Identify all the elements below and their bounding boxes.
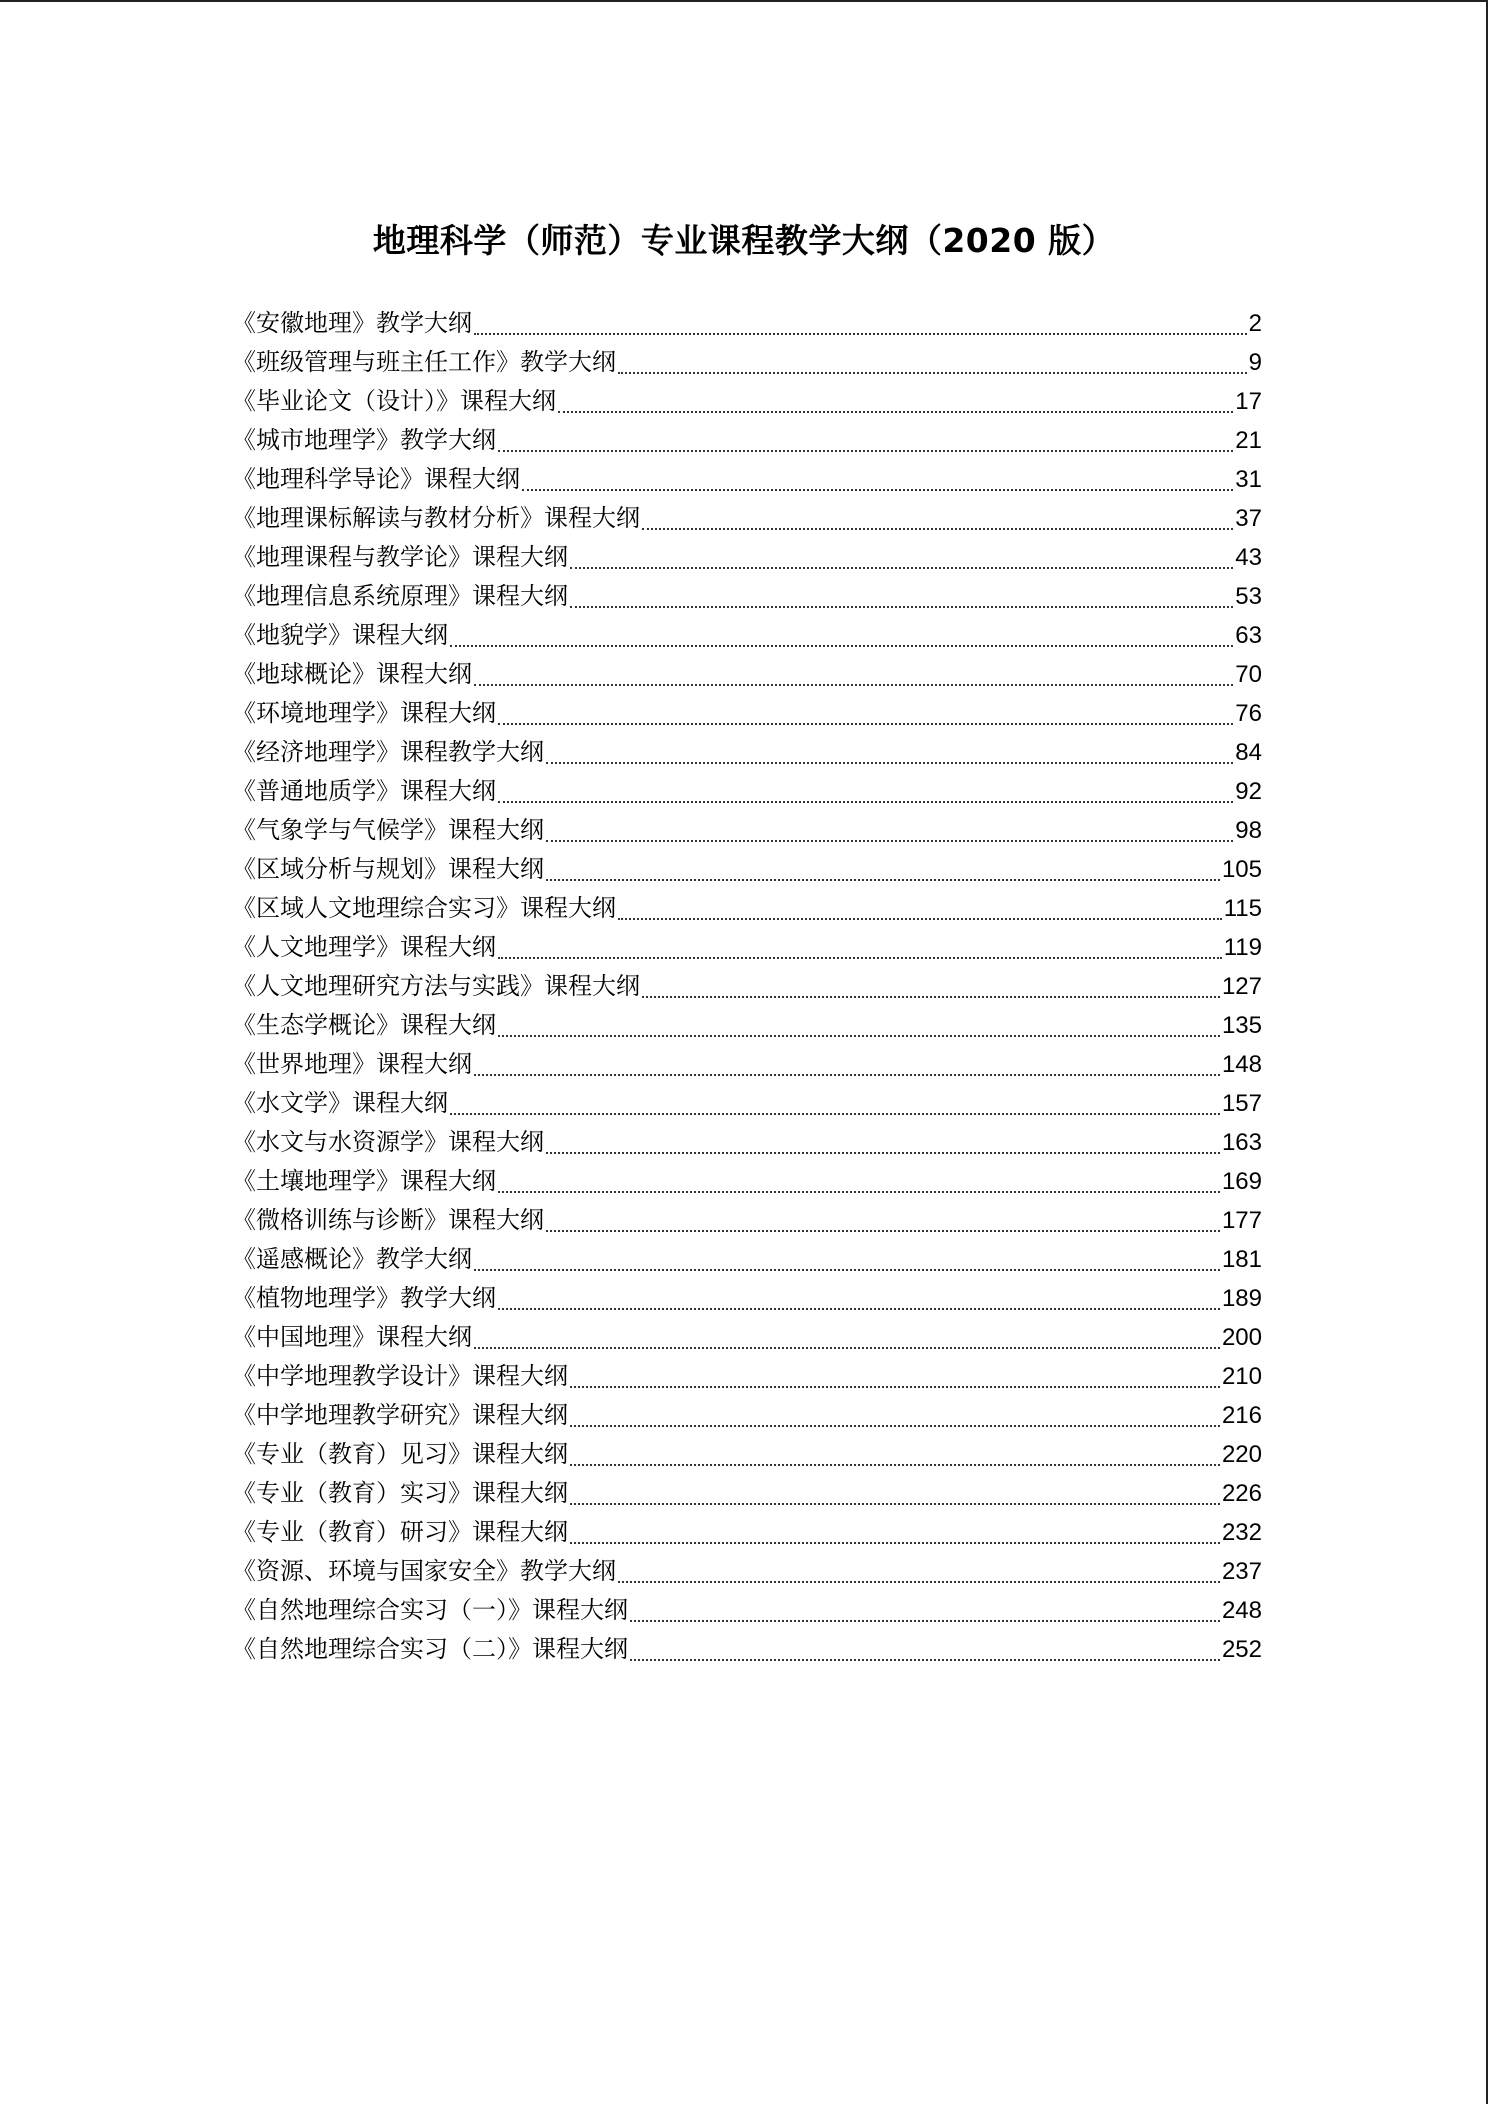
toc-dot-leader — [498, 449, 1233, 452]
toc-entry[interactable] — [232, 655, 1262, 694]
toc-page-number: 200 — [1221, 1324, 1262, 1351]
toc-entry[interactable] — [232, 616, 1262, 655]
toc-entry-title: 《自然地理综合实习（一）》课程大纲 — [232, 1596, 628, 1624]
toc-page-number: 21 — [1235, 427, 1262, 454]
toc-entry-title: 《区域分析与规划》课程大纲 — [232, 855, 544, 883]
toc-entry[interactable] — [232, 694, 1262, 733]
toc-dot-leader — [642, 995, 1220, 998]
toc-entry[interactable] — [232, 304, 1262, 343]
toc-entry-title: 《地理课程与教学论》课程大纲 — [232, 543, 568, 571]
toc-dot-leader — [546, 761, 1233, 764]
toc-entry[interactable] — [232, 1318, 1262, 1357]
toc-entry-title: 《专业（教育）实习》课程大纲 — [232, 1479, 568, 1507]
table-of-contents — [232, 304, 1262, 1669]
toc-entry-title: 《世界地理》课程大纲 — [232, 1050, 472, 1078]
toc-entry-title: 《班级管理与班主任工作》教学大纲 — [232, 348, 616, 376]
toc-page-number: 220 — [1221, 1441, 1262, 1468]
toc-entry[interactable] — [232, 1201, 1262, 1240]
toc-entry-title: 《环境地理学》课程大纲 — [232, 699, 496, 727]
toc-dot-leader — [498, 1034, 1220, 1037]
toc-page-number: 232 — [1221, 1519, 1262, 1546]
toc-entry[interactable] — [232, 1162, 1262, 1201]
toc-entry[interactable] — [232, 460, 1262, 499]
toc-dot-leader — [546, 839, 1233, 842]
toc-entry-title: 《植物地理学》教学大纲 — [232, 1284, 496, 1312]
toc-dot-leader — [450, 644, 1233, 647]
toc-entry[interactable] — [232, 1279, 1262, 1318]
toc-entry-title: 《生态学概论》课程大纲 — [232, 1011, 496, 1039]
toc-entry[interactable] — [232, 1240, 1262, 1279]
toc-dot-leader — [450, 1112, 1220, 1115]
toc-page-number: 37 — [1235, 505, 1262, 532]
toc-page-number: 9 — [1248, 349, 1262, 376]
toc-dot-leader — [558, 410, 1233, 413]
toc-page-number: 31 — [1235, 466, 1262, 493]
toc-entry[interactable] — [232, 850, 1262, 889]
toc-entry-title: 《中学地理教学研究》课程大纲 — [232, 1401, 568, 1429]
toc-entry[interactable] — [232, 889, 1262, 928]
toc-entry[interactable] — [232, 772, 1262, 811]
toc-entry[interactable] — [232, 1006, 1262, 1045]
toc-entry[interactable] — [232, 1123, 1262, 1162]
toc-entry[interactable] — [232, 343, 1262, 382]
toc-entry-title: 《专业（教育）研习》课程大纲 — [232, 1518, 568, 1546]
toc-dot-leader — [474, 1346, 1220, 1349]
toc-entry[interactable] — [232, 811, 1262, 850]
toc-entry-title: 《中国地理》课程大纲 — [232, 1323, 472, 1351]
toc-entry-title: 《水文学》课程大纲 — [232, 1089, 448, 1117]
toc-entry-title: 《遥感概论》教学大纲 — [232, 1245, 472, 1273]
toc-entry[interactable] — [232, 1630, 1262, 1669]
toc-entry[interactable] — [232, 928, 1262, 967]
toc-page-number: 177 — [1221, 1207, 1262, 1234]
toc-entry-title: 《安徽地理》教学大纲 — [232, 309, 472, 337]
toc-entry[interactable] — [232, 1045, 1262, 1084]
toc-page-number: 127 — [1221, 973, 1262, 1000]
toc-entry[interactable] — [232, 1552, 1262, 1591]
toc-entry[interactable] — [232, 967, 1262, 1006]
toc-entry[interactable] — [232, 577, 1262, 616]
toc-page-number: 181 — [1221, 1246, 1262, 1273]
toc-entry-title: 《地理信息系统原理》课程大纲 — [232, 582, 568, 610]
toc-dot-leader — [570, 1424, 1220, 1427]
toc-entry-title: 《水文与水资源学》课程大纲 — [232, 1128, 544, 1156]
toc-page-number: 169 — [1221, 1168, 1262, 1195]
toc-dot-leader — [474, 683, 1233, 686]
toc-dot-leader — [498, 800, 1233, 803]
toc-dot-leader — [546, 878, 1220, 881]
toc-page-number: 98 — [1235, 817, 1262, 844]
toc-entry-title: 《城市地理学》教学大纲 — [232, 426, 496, 454]
toc-dot-leader — [570, 1502, 1220, 1505]
toc-dot-leader — [570, 566, 1233, 569]
toc-entry[interactable] — [232, 1435, 1262, 1474]
toc-entry-title: 《地理课标解读与教材分析》课程大纲 — [232, 504, 640, 532]
document-title: 地理科学（师范）专业课程教学大纲（2020 版） — [372, 221, 1116, 260]
toc-page-number: 70 — [1235, 661, 1262, 688]
toc-page-number: 135 — [1221, 1012, 1262, 1039]
toc-entry-title: 《人文地理学》课程大纲 — [232, 933, 496, 961]
toc-entry-title: 《微格训练与诊断》课程大纲 — [232, 1206, 544, 1234]
toc-dot-leader — [546, 1151, 1220, 1154]
toc-entry-title: 《经济地理学》课程教学大纲 — [232, 738, 544, 766]
toc-page-number: 163 — [1221, 1129, 1262, 1156]
toc-entry[interactable] — [232, 499, 1262, 538]
toc-entry-title: 《专业（教育）见习》课程大纲 — [232, 1440, 568, 1468]
toc-page-number: 148 — [1221, 1051, 1262, 1078]
toc-page-number: 84 — [1235, 739, 1262, 766]
toc-dot-leader — [618, 371, 1247, 374]
toc-dot-leader — [474, 1268, 1220, 1271]
toc-page-number: 76 — [1235, 700, 1262, 727]
toc-entry-title: 《资源、环境与国家安全》教学大纲 — [232, 1557, 616, 1585]
toc-entry-title: 《土壤地理学》课程大纲 — [232, 1167, 496, 1195]
toc-dot-leader — [474, 1073, 1220, 1076]
toc-page-number: 210 — [1221, 1363, 1262, 1390]
toc-entry[interactable] — [232, 421, 1262, 460]
toc-dot-leader — [498, 956, 1222, 959]
toc-dot-leader — [570, 1463, 1220, 1466]
toc-entry[interactable] — [232, 538, 1262, 577]
toc-entry[interactable] — [232, 1084, 1262, 1123]
toc-page-number: 115 — [1223, 895, 1262, 922]
toc-entry[interactable] — [232, 1474, 1262, 1513]
toc-entry-title: 《自然地理综合实习（二）》课程大纲 — [232, 1635, 628, 1663]
toc-page-number: 252 — [1221, 1636, 1262, 1663]
toc-page-number: 216 — [1221, 1402, 1262, 1429]
toc-dot-leader — [630, 1619, 1220, 1622]
toc-page-number: 53 — [1235, 583, 1262, 610]
toc-entry-title: 《普通地质学》课程大纲 — [232, 777, 496, 805]
toc-page-number: 226 — [1221, 1480, 1262, 1507]
toc-entry-title: 《区域人文地理综合实习》课程大纲 — [232, 894, 616, 922]
toc-entry-title: 《中学地理教学设计》课程大纲 — [232, 1362, 568, 1390]
toc-entry-title: 《人文地理研究方法与实践》课程大纲 — [232, 972, 640, 1000]
toc-dot-leader — [498, 1190, 1220, 1193]
toc-dot-leader — [570, 1385, 1220, 1388]
toc-dot-leader — [570, 605, 1233, 608]
toc-entry[interactable] — [232, 1513, 1262, 1552]
toc-dot-leader — [546, 1229, 1220, 1232]
toc-entry-title: 《气象学与气候学》课程大纲 — [232, 816, 544, 844]
toc-dot-leader — [618, 917, 1222, 920]
toc-dot-leader — [474, 332, 1247, 335]
toc-dot-leader — [498, 722, 1233, 725]
toc-page-number: 43 — [1235, 544, 1262, 571]
toc-dot-leader — [570, 1541, 1220, 1544]
toc-page-number: 105 — [1221, 856, 1262, 883]
toc-page-number: 63 — [1235, 622, 1262, 649]
toc-entry-title: 《地貌学》课程大纲 — [232, 621, 448, 649]
toc-entry[interactable] — [232, 733, 1262, 772]
toc-dot-leader — [618, 1580, 1220, 1583]
toc-page-number: 189 — [1221, 1285, 1262, 1312]
toc-dot-leader — [630, 1658, 1220, 1661]
toc-page-number: 17 — [1235, 388, 1262, 415]
toc-dot-leader — [522, 488, 1233, 491]
page-top-border — [0, 0, 1488, 2]
toc-page-number: 157 — [1221, 1090, 1262, 1117]
toc-entry-title: 《地理科学导论》课程大纲 — [232, 465, 520, 493]
toc-page-number: 119 — [1223, 934, 1262, 961]
toc-entry[interactable] — [232, 1396, 1262, 1435]
toc-dot-leader — [498, 1307, 1220, 1310]
toc-page-number: 92 — [1235, 778, 1262, 805]
toc-entry-title: 《地球概论》课程大纲 — [232, 660, 472, 688]
toc-entry-title: 《毕业论文（设计）》课程大纲 — [232, 387, 556, 415]
toc-entry[interactable] — [232, 382, 1262, 421]
toc-page-number: 248 — [1221, 1597, 1262, 1624]
toc-dot-leader — [642, 527, 1233, 530]
toc-page-number: 237 — [1221, 1558, 1262, 1585]
toc-page-number: 2 — [1248, 310, 1262, 337]
toc-entry[interactable] — [232, 1591, 1262, 1630]
toc-entry[interactable] — [232, 1357, 1262, 1396]
